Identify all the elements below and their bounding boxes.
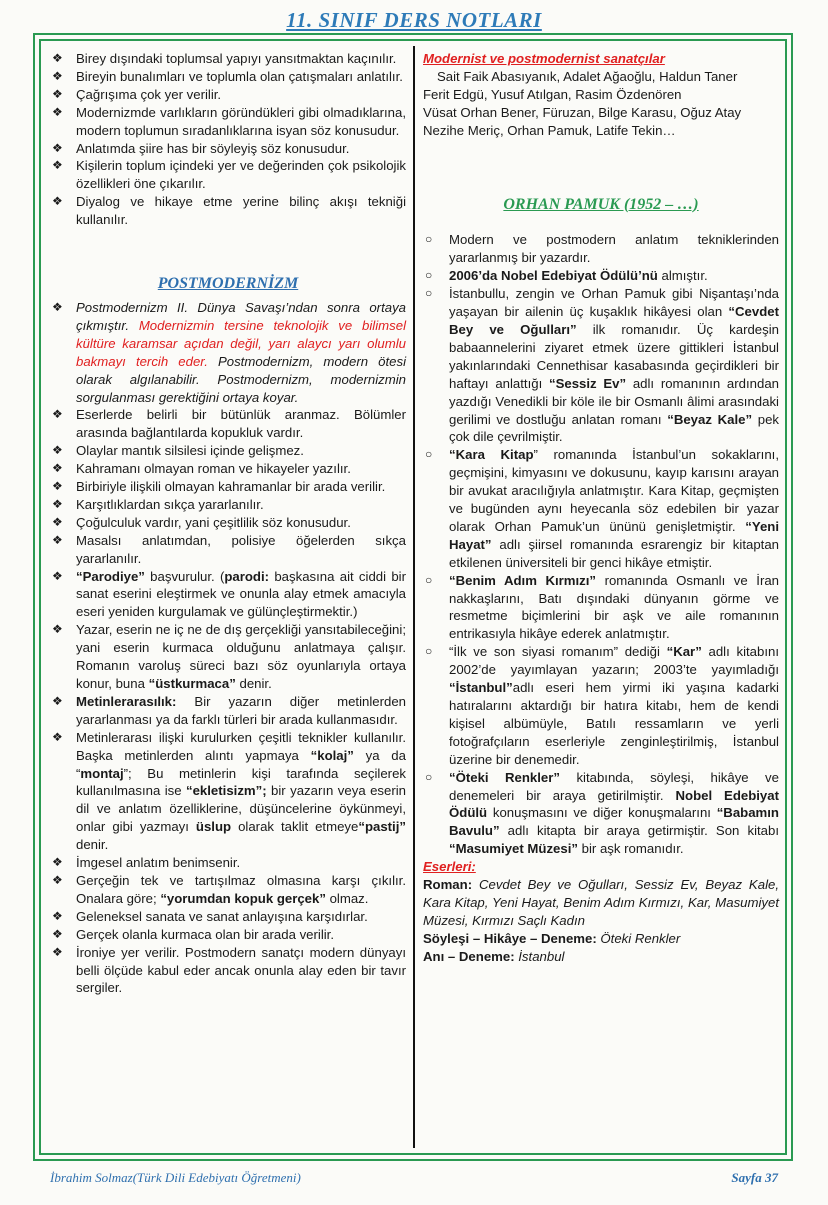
list-item: ❖ Kahramanı olmayan roman ve hikayeler yazılır. — [50, 460, 406, 478]
list-item — [423, 446, 779, 571]
text-run: konuşmasını ve diğer konuşmalarını — [487, 805, 717, 821]
pm-intro-text: Postmodernizm II. Dünya Savaşı’ndan sonra ortaya çıkmıştır. — [76, 299, 406, 333]
modernism-list — [50, 50, 406, 229]
bold-term: “Benim Adım Kırmızı” — [449, 572, 597, 588]
right-column — [423, 50, 779, 966]
page-header-title: 11. SINIF DERS NOTLARI — [286, 8, 542, 32]
list-item: ❖ Kişilerin toplum içindeki yer ve değerinden çok psikolojik özellikleri öne çıkarılır. — [50, 157, 406, 193]
bold-term: montaj — [80, 765, 124, 781]
bold-term: “İstanbul” — [449, 680, 513, 696]
orhan-pamuk-heading: ORHAN PAMUK (1952 – …) — [503, 195, 699, 213]
list-item: ❖ Diyalog ve hikaye etme yerine bilinç akışı tekniği kullanılır. — [50, 193, 406, 229]
list-item — [50, 299, 406, 406]
text-run: Öteki Renkler — [596, 930, 681, 946]
bold-term: Roman: — [423, 877, 473, 893]
column-divider — [413, 46, 415, 1148]
bold-term: üslup — [195, 819, 232, 835]
text-run: adlı romanının ardından yazdığı Venedikli bir köle ile bir Osmanlı âlimi arasındaki gerilimi ve dostluğu anlatan romanı — [449, 375, 779, 427]
pm-intro-highlight: Modernizmin tersine teknolojik ve bilimsel kültüre karamsar açıdan değil, yarı alaycı yarı olumlu bakmayı tercih eder. — [76, 317, 406, 369]
list-item — [423, 769, 779, 859]
text-run: bir yazarın veya eserin dil ve anlatım özelliklerine, düşüncelerine öykünmeyi, onlar gibi yazmayı — [76, 783, 406, 835]
artists-line: Nezihe Meriç, Orhan Pamuk, Latife Tekin… — [423, 122, 676, 138]
bold-term: 2006’da Nobel Edebiyat Ödülü’nü — [449, 268, 658, 284]
bold-term: Söyleşi – Hikâye – Deneme: — [423, 930, 597, 946]
text-run: Gerçeğin tek ve tartışılmaz olmasına karşı çıkılır. Onalara göre; — [76, 872, 406, 906]
bold-term: Metinlerarasılık: — [76, 693, 177, 709]
list-item: ❖ Çağrışıma çok yer verilir. — [50, 86, 406, 104]
list-item — [423, 285, 779, 446]
text-run: denir. — [76, 837, 109, 853]
text-run: ya da “ — [76, 747, 406, 781]
text-run: İstanbullu, zengin ve Orhan Pamuk gibi Nişantaşı’nda yaşayan bir ailenin üç kuşaklık hikâyesi olan — [449, 286, 779, 320]
orhan-pamuk-list — [423, 231, 779, 858]
text-run: adlı kitapta bir araya getirmiştir. Son kitabı — [499, 823, 779, 839]
list-item — [50, 568, 406, 622]
bold-term: parodi: — [224, 568, 270, 584]
bold-term: “Öteki Renkler” — [449, 769, 560, 785]
list-item — [423, 643, 779, 768]
text-run: pek çok dile çevrilmiştir. — [449, 411, 779, 445]
text-run: bir aşk romanıdır. — [577, 841, 684, 857]
text-run: “İlk ve son siyasi romanım” dediği — [449, 644, 667, 660]
text-run: olmaz. — [325, 890, 369, 906]
pm-intro-text-2: Postmodernizm, modern ötesi olarak algılanabilir. Postmodernizm, modernizmin sorgulanması gerektiğini ortaya koyar. — [76, 353, 406, 405]
footer-author: İbrahim Solmaz(Türk Dili Edebiyatı Öğretmeni) — [50, 1170, 301, 1185]
footer-page-number: Sayfa 37 — [731, 1170, 778, 1185]
bold-term: “Cevdet Bey ve Oğulları” — [449, 304, 779, 337]
text-run: denir. — [235, 676, 272, 691]
postmodernism-heading: POSTMODERNİZM — [157, 275, 299, 293]
bold-term: “pastij” — [358, 819, 406, 835]
works-heading: Eserleri: — [423, 859, 476, 875]
text-run: Bir yazarın diğer metinlerden yararlanması ya da farklı türleri bir arada kullanmasıdır. — [76, 693, 406, 727]
artists-line: Sait Faik Abasıyanık, Adalet Ağaoğlu, Haldun Taner — [437, 68, 738, 84]
list-item — [423, 572, 779, 644]
list-item — [50, 729, 406, 854]
works-roman — [423, 876, 779, 930]
works-ani — [423, 948, 779, 966]
list-item: ❖ Gerçek olanla kurmaca olan bir arada verilir. — [50, 926, 406, 944]
bold-term: “kolaj” — [310, 747, 354, 763]
list-item: ❖ Birey dışındaki toplumsal yapıyı yansıtmaktan kaçınılır. — [50, 50, 406, 68]
list-item: ❖ Modernizmde varlıkların göründükleri gibi olmadıklarına, modern toplumun sıradanlıklarına isyan söz konusudur. — [50, 104, 406, 140]
bold-term: “Masumiyet Müzesi” — [449, 841, 578, 857]
text-run: almıştır. — [657, 268, 708, 284]
text-run: başkasına ait ciddi bir sanat eserini eleştirmek ve onunla alay etmek amacıyla eseri yeniden kurgulamak ve gülünçleştirmektir.) — [76, 568, 406, 620]
bold-term: “Beyaz Kale” — [667, 411, 753, 427]
text-run: kitabında, söyleşi, hikâye ve denemeleri bir araya getirilmiştir. — [449, 769, 779, 803]
bold-term: “Sessiz Ev” — [548, 375, 627, 391]
text-run: ” romanında İstanbul’un sokaklarını, geçmişini, kimyasını ve dokusunu, kayıp karısını arayan bir avukat aracılığıyla anlatmıştır. Kara Kitap, geçmişten ve bugünden aynı heyecanla söz edebilen bir yazar olarak Orhan Pamuk’un ününü genişletmiştir. — [449, 447, 779, 534]
bold-term: “Yeni Hayat” — [449, 518, 779, 552]
text-run: Cevdet Bey ve Oğulları, Sessiz Ev, Beyaz Kale, Kara Kitap, Yeni Hayat, Benim Adım Kırmızı, Kar, Masumiyet Müzesi, Kırmızı Saçlı Kadın — [423, 877, 779, 928]
list-item — [50, 693, 406, 729]
list-item: ○ Modern ve postmodern anlatım tekniklerinden yararlanmış bir yazardır. — [423, 231, 779, 267]
list-item: ❖ Anlatımda şiire has bir söyleyiş söz konusudur. — [50, 140, 406, 158]
list-item — [50, 872, 406, 908]
bold-term: Nobel Edebiyat Ödülü — [449, 787, 779, 821]
left-column — [50, 50, 406, 997]
text-run: Yazar, eserin ne iç ne de dış gerçekliği yansıtabileceğini; yani eserin kurmaca olduğunu anlatmaya çalışır. Romanın varoluş süreci bazı söz oyunlarıyla ortaya konur, buna — [76, 622, 406, 691]
bold-term: “Kara Kitap — [449, 447, 534, 463]
list-item: ❖ Olaylar mantık silsilesi içinde gelişmez. — [50, 442, 406, 460]
text-run: ”; Bu metinlerin kişi tarafında seçilerek kullanılmasına ise — [76, 765, 406, 799]
text-run: ilk romanıdır. Üç kardeşin babaannelerini ziyaret etmek üzere gittikleri İstanbul yakınlarındaki Cennethisar kasabasında geçirdikleri bir haftayı anlattığı — [449, 321, 779, 391]
artists-heading: Modernist ve postmodernist sanatçılar — [423, 51, 665, 66]
list-item: ❖ Birbiriyle ilişkili olmayan kahramanlar bir arada verilir. — [50, 478, 406, 496]
bold-term: “Babamın Bavulu” — [449, 805, 779, 839]
bold-term: “ekletisizm”; — [186, 783, 267, 799]
artists-line: Ferit Edgü, Yusuf Atılgan, Rasim Özdenören — [423, 86, 682, 102]
artists-line: Vüsat Orhan Bener, Füruzan, Bilge Karasu, Oğuz Atay — [423, 104, 742, 120]
text-run: Metinlerarası ilişki kurulurken çeşitli teknikler kullanılır. Başka metinlerden alıntı yapmaya — [76, 729, 406, 763]
text-run: adlı şiirsel romanında esrarengiz bir kitaptan etkilenen üniversiteli bir genci hikâye etmiştir. — [449, 536, 779, 570]
list-item: ❖ Karşıtlıklardan sıkça yararlanılır. — [50, 496, 406, 514]
text-run: İstanbul — [514, 948, 565, 964]
text-run: adlı kitabını 2002’de yayımlayan yazarın; 2003’te yayımladığı — [449, 644, 779, 678]
bold-term: “üstkurmaca” — [148, 676, 236, 691]
list-item — [50, 621, 406, 693]
text-run: romanında Osmanlı ve İran nakkaşlarını, Batı dışındaki dünyanın görme ve resmetme biçimlerini bir aşk ve aile romanının entrikasıyla hikâye ederek anlatmıştır. — [449, 572, 780, 642]
bold-term: “Kar” — [666, 644, 702, 660]
list-item: ❖ Çoğulculuk vardır, yani çeşitlilik söz konusudur. — [50, 514, 406, 532]
text-run: başvurulur. ( — [144, 568, 225, 584]
list-item: ❖ İmgesel anlatım benimsenir. — [50, 854, 406, 872]
list-item: ❖ Geleneksel sanata ve sanat anlayışına karşıdırlar. — [50, 908, 406, 926]
works-soylesi — [423, 930, 779, 948]
list-item: ❖ Bireyin bunalımları ve toplumla olan çatışmaları anlatılır. — [50, 68, 406, 86]
text-run: olarak taklit etmeye — [231, 819, 359, 835]
postmodernism-list — [50, 299, 406, 997]
list-item — [423, 267, 779, 285]
bold-term: “yorumdan kopuk gerçek” — [160, 890, 326, 906]
list-item: ❖ İroniye yer verilir. Postmodern sanatçı modern dünyayı belli ölçüde kabul eder ancak onunla alay eden bir tavır sergiler. — [50, 944, 406, 998]
bold-term: Anı – Deneme: — [423, 948, 515, 964]
bold-term: “Parodiye” — [76, 568, 145, 584]
list-item: ❖ Masalsı anlatımdan, polisiye öğelerden sıkça yararlanılır. — [50, 532, 406, 568]
list-item: ❖ Eserlerde belirli bir bütünlük aranmaz. Bölümler arasında bağlantılarda kopukluk vardır. — [50, 406, 406, 442]
text-run: adlı eseri hem yirmi iki yaşına kadarki hatıralarını aktardığı bir hatıra kitabı, hem de kendi kişisel albümüyle, Batılı ressamların ve yerli fotoğrafçıların eserleriyle zenginleştirilmiş, İstanbul üzerine bir denemedir. — [449, 680, 779, 767]
